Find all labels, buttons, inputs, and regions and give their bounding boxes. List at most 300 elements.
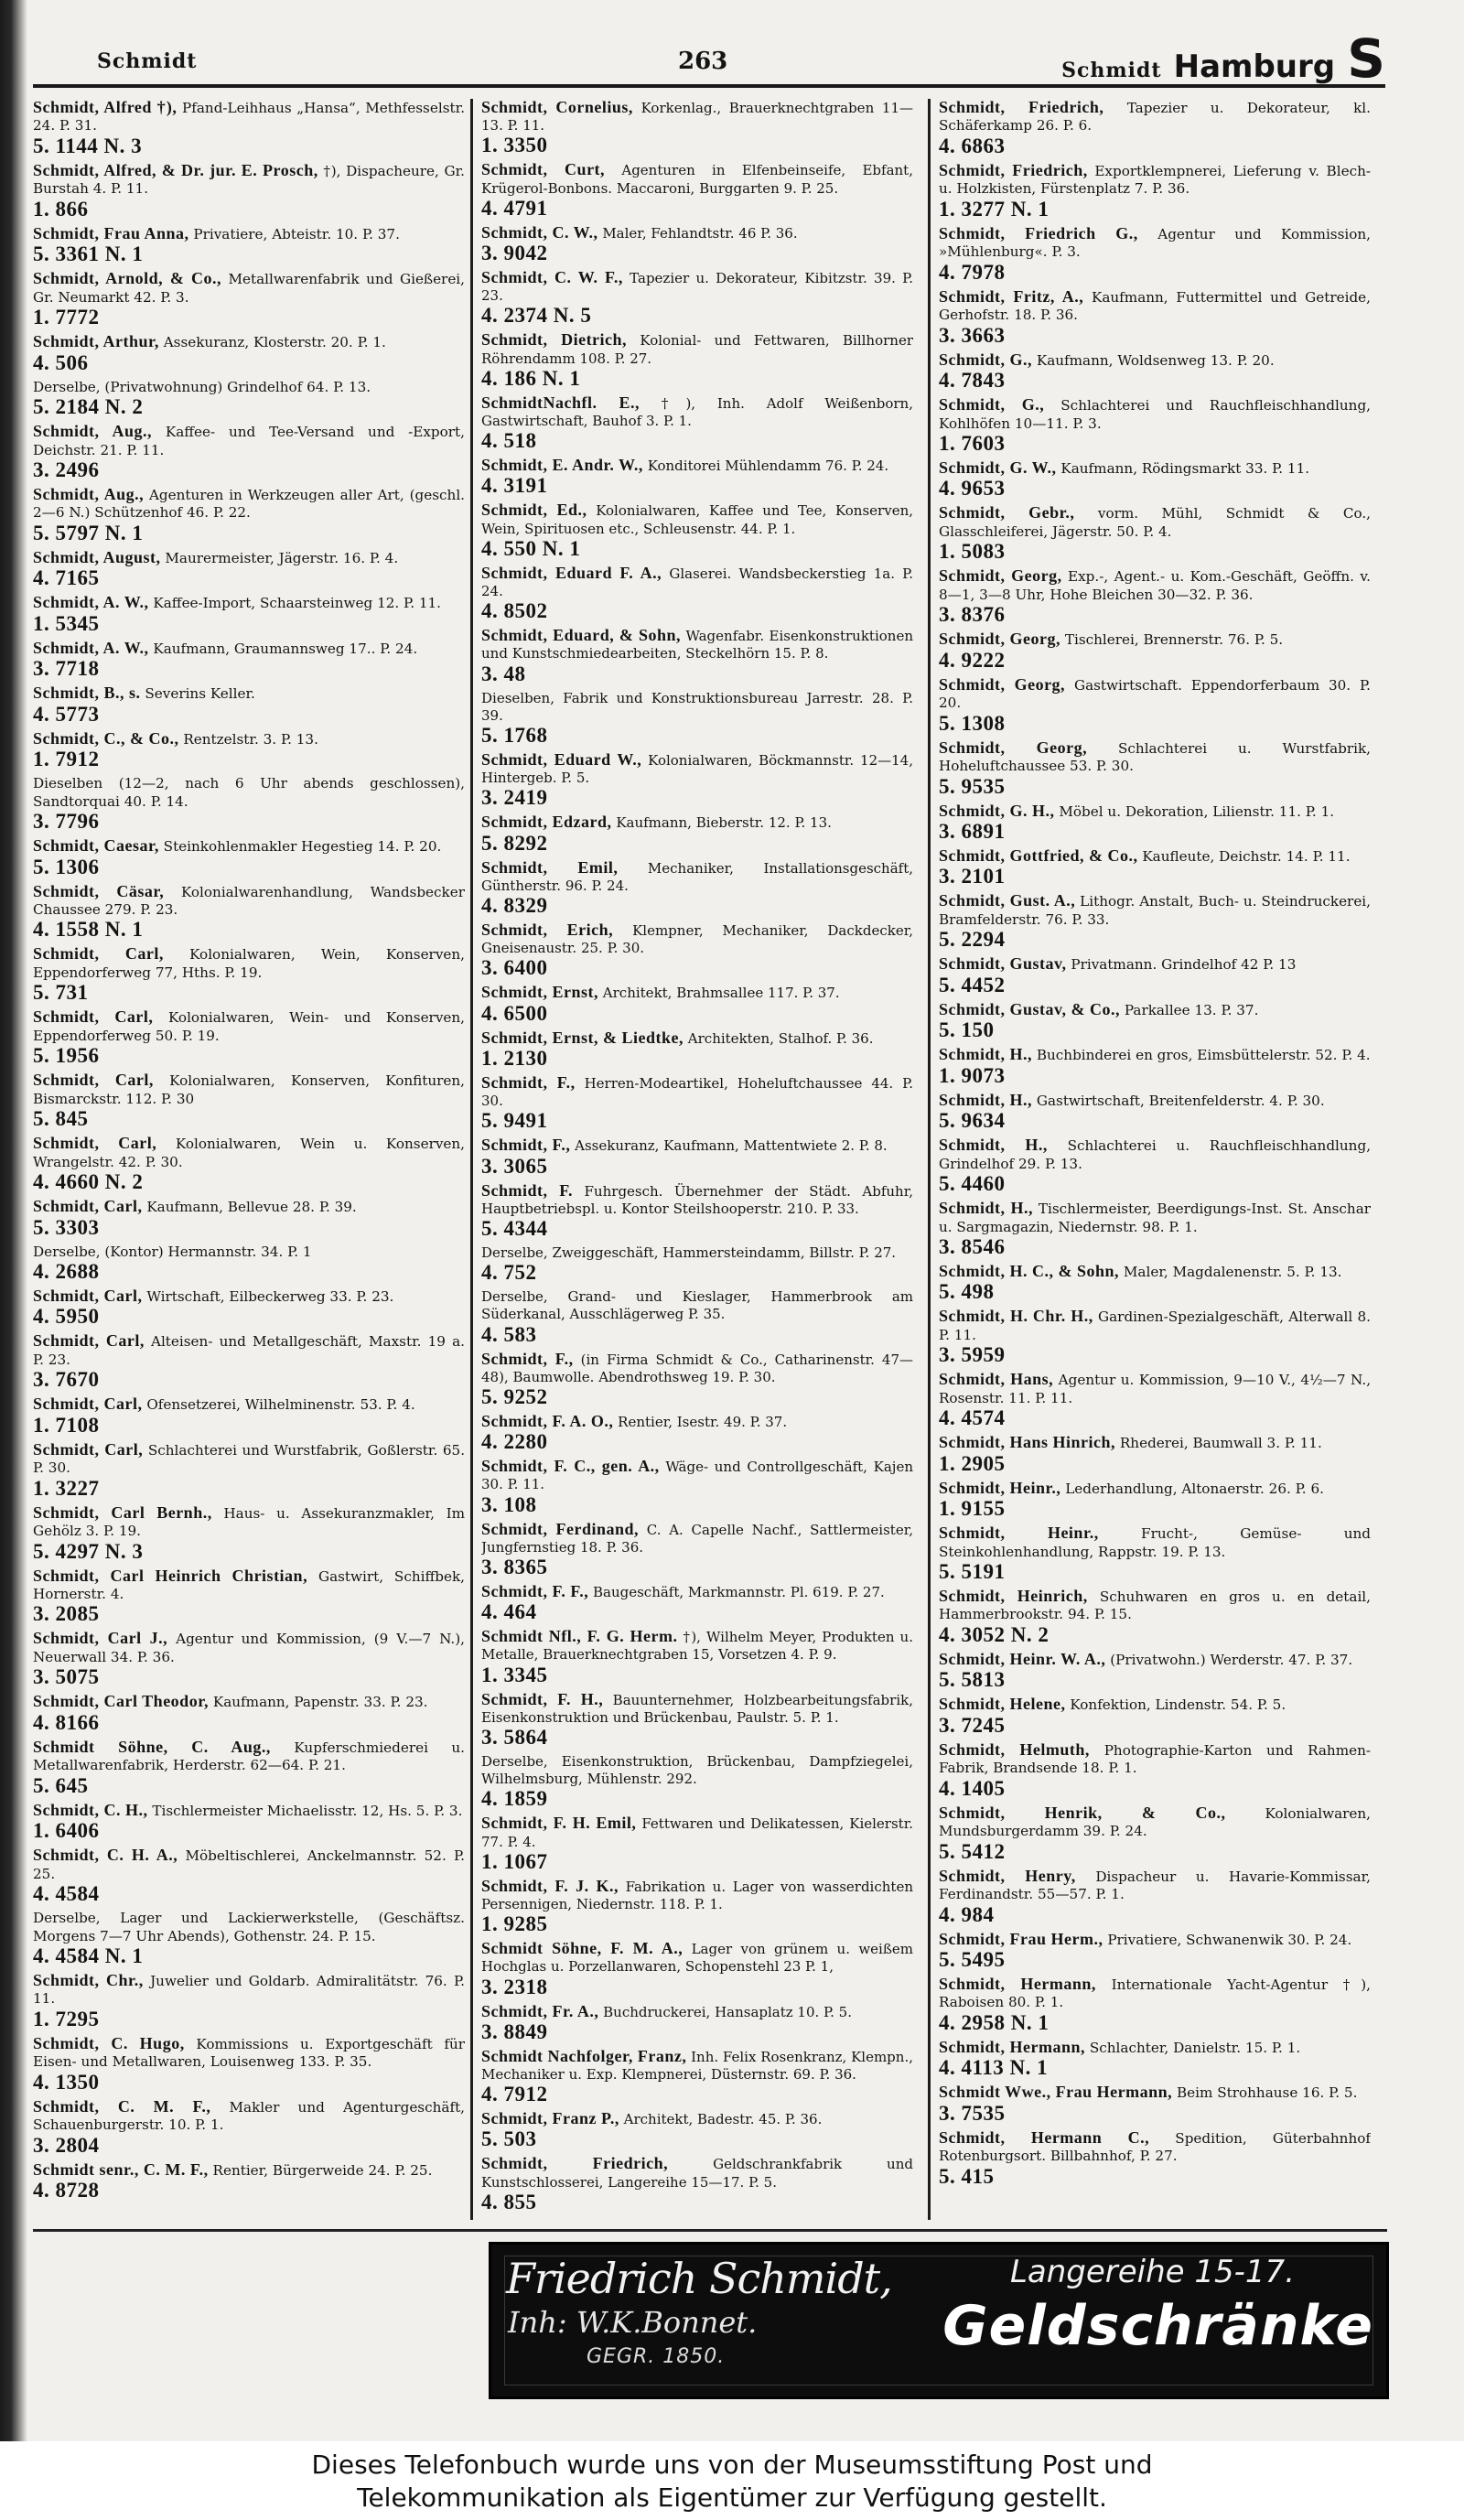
- ad-product: Geldschränke: [942, 2294, 1373, 2358]
- entry-details: Schlachterei u. Rauchfleischhandlung, Grindelhof 29. P. 13.: [939, 1137, 1371, 1172]
- entry-phone-number: 1. 9285: [481, 1912, 548, 1936]
- entry-name: Schmidt, Frau Anna,: [33, 223, 189, 242]
- entry-name: Schmidt, Carl Theodor,: [33, 1692, 210, 1711]
- footer-line-1: Dieses Telefonbuch wurde uns von der Museumsstiftung Post und: [311, 2450, 1153, 2480]
- listing-entry: [481, 565, 913, 622]
- entry-details: Gastwirtschaft, Breitenfelderstr. 4. P. 30.: [1036, 1092, 1325, 1109]
- entry-phone-number: 3. 6891: [939, 819, 1006, 843]
- entry-details: Schlachter, Danielstr. 15. P. 1.: [1089, 2039, 1301, 2056]
- entry-name: Schmidt, Carl,: [33, 1197, 143, 1216]
- entry-name: Schmidt, F. J. K.,: [481, 1876, 619, 1895]
- listing-entry: [33, 162, 465, 221]
- entry-details: Wirtschaft, Eilbeckerweg 33. P. 23.: [146, 1287, 394, 1305]
- entry-name: Schmidt, Eduard, & Sohn,: [481, 626, 682, 645]
- entry-details: Fuhrgesch. Übernehmer der Städt. Abfuhr, Hauptbetriebspl. u. Kontor Steilshooperstr. 210. P. 33.: [481, 1182, 913, 1217]
- listing-entry: [939, 1136, 1371, 1195]
- listing-entry: [939, 504, 1371, 563]
- entry-details: (in Firma Schmidt & Co., Catharinenstr. 47—48), Baumwolle. Abendrothsweg 19. P. 30.: [481, 1351, 913, 1385]
- entry-details: Buchdruckerei, Hansaplatz 10. P. 5.: [603, 2003, 852, 2020]
- entry-name: Schmidt, Frau Herm.,: [939, 1929, 1103, 1948]
- listing-entry: [481, 627, 913, 684]
- entry-details: Derselbe, Eisenkonstruktion, Brückenbau, Dampfziegelei, Wilhelmsburg, Mühlenstr. 292.: [481, 1752, 913, 1788]
- entry-details: Agentur und Kommission, »Mühlenburg«. P. 3.: [939, 225, 1371, 261]
- entry-details: Privatiere, Schwanenwik 30. P. 24.: [1107, 1931, 1352, 1948]
- entry-phone-number: 4. 2688: [33, 1259, 100, 1283]
- listing-entry: [481, 859, 913, 917]
- listing-entry: [481, 457, 913, 497]
- listing-entry: [33, 1567, 465, 1626]
- entry-name: Schmidt, Hermann,: [939, 1975, 1096, 1994]
- entry-phone-number: 4. 2374 N. 5: [481, 304, 592, 328]
- entry-phone-number: 5. 498: [939, 1280, 995, 1304]
- entry-name: Schmidt, B., s.: [33, 684, 141, 703]
- entry-name: Schmidt, Carl Heinrich Christian,: [33, 1566, 308, 1585]
- entry-phone-number: 3. 2804: [33, 2133, 100, 2157]
- entry-phone-number: 5. 1308: [939, 711, 1006, 735]
- listing-entry: [939, 1308, 1371, 1366]
- listing-entry: [939, 1696, 1371, 1736]
- listing-entry: [33, 1802, 465, 1842]
- listing-entry: [481, 921, 913, 979]
- entry-name: Schmidt Wwe., Frau Hermann,: [939, 2083, 1173, 2102]
- entry-details: Kaufmann, Bellevue 28. P. 39.: [146, 1199, 357, 1216]
- entry-phone-number: 4. 464: [481, 1600, 537, 1624]
- entry-details: Schuhwaren en gros u. en detail, Hammerbrookstr. 94. P. 15.: [939, 1588, 1371, 1623]
- entry-phone-number: 4. 8728: [33, 2179, 100, 2202]
- entry-name: Schmidt, H. Chr. H.,: [939, 1307, 1093, 1326]
- entry-details: Lager von grünem u. weißem Hochglas u. Porzellanwaren, Schopenstehl 23 P. 1,: [481, 1941, 913, 1976]
- listing-entry: [939, 630, 1371, 671]
- entry-name: Schmidt, Carl,: [33, 944, 164, 964]
- entry-name: Schmidt, Caesar,: [33, 836, 159, 856]
- entry-name: Schmidt, C., & Co.,: [33, 728, 179, 748]
- entry-details: Haus- u. Assekuranzmakler, Im Gehölz 3. P. 19.: [33, 1504, 465, 1540]
- listing-entry: [33, 2098, 465, 2157]
- entry-phone-number: 1. 5083: [939, 540, 1006, 564]
- entry-name: Schmidt, August,: [33, 547, 161, 566]
- entry-details: †), Inh. Adolf Weißenborn, Gastwirtschaft, Bauhof 3. P. 1.: [481, 394, 913, 430]
- listing-entry: [481, 2110, 913, 2150]
- entry-phone-number: 4. 855: [481, 2190, 537, 2213]
- entry-phone-number: 4. 3052 N. 2: [939, 1622, 1050, 1646]
- entry-details: vorm. Mühl, Schmidt & Co., Glasschleiferei, Jägerstr. 50. P. 4.: [939, 505, 1371, 540]
- listing-entry: [481, 1288, 913, 1345]
- entry-phone-number: 3. 2318: [481, 1975, 548, 1998]
- entry-name: Schmidt, Ed.,: [481, 501, 587, 520]
- entry-phone-number: 4. 7165: [33, 566, 100, 590]
- listing-columns: [33, 99, 1389, 2220]
- entry-name: Schmidt, H.,: [939, 1045, 1033, 1064]
- entry-details: Lederhandlung, Altonaerstr. 26. P. 6.: [1065, 1480, 1324, 1497]
- entry-name: Schmidt Nachfolger, Franz,: [481, 2046, 687, 2065]
- listing-entry: [33, 270, 465, 328]
- entry-name: Schmidt, Fr. A.,: [481, 2001, 599, 2020]
- listing-entry: [939, 351, 1371, 392]
- entry-name: Schmidt, Friedrich,: [939, 99, 1104, 116]
- entry-details: Maler, Magdalenenstr. 5. P. 13.: [1123, 1263, 1342, 1280]
- entry-name: Schmidt, Cäsar,: [33, 881, 165, 900]
- entry-details: Kolonialwaren, Konserven, Konfituren, Bismarckstr. 112. P. 30: [33, 1072, 465, 1107]
- listing-entry: [939, 1092, 1371, 1132]
- entry-phone-number: 5. 9535: [939, 774, 1006, 798]
- listing-entry: [481, 331, 913, 389]
- entry-name: Schmidt, Helene,: [939, 1695, 1066, 1714]
- entry-phone-number: 4. 9222: [939, 648, 1006, 672]
- listing-entry: [33, 1847, 465, 1905]
- entry-phone-number: 5. 150: [939, 1018, 995, 1042]
- ad-founded: GEGR. 1850.: [587, 2345, 726, 2368]
- entry-phone-number: 1. 3345: [481, 1663, 548, 1686]
- entry-details: Wagenfabr. Eisenkonstruktionen und Kunstschmiedearbeiten, Steckelhörn 15. P. 8.: [481, 628, 913, 662]
- entry-name: Schmidt, Carl,: [33, 1286, 143, 1305]
- entry-details: Kaufmann, Rödingsmarkt 33. P. 11.: [1060, 459, 1310, 477]
- listing-entry: [481, 269, 913, 327]
- entry-name: Schmidt, Ernst, & Liedtke,: [481, 1028, 684, 1047]
- entry-phone-number: 4. 752: [481, 1261, 537, 1285]
- entry-name: Schmidt, Gustav,: [939, 954, 1067, 974]
- entry-phone-number: 5. 3303: [33, 1215, 100, 1239]
- entry-details: Herren-Modeartikel, Hoheluftchaussee 44. P. 30.: [481, 1074, 913, 1110]
- scan-binding-edge: [0, 0, 27, 2441]
- entry-details: Severins Keller.: [145, 685, 255, 703]
- entry-details: Metallwarenfabrik und Gießerei, Gr. Neumarkt 42. P. 3.: [33, 271, 465, 306]
- entry-name: Schmidt, Hans,: [939, 1370, 1054, 1389]
- entry-details: Ofensetzerei, Wilhelminenstr. 53. P. 4.: [146, 1396, 415, 1414]
- entry-phone-number: 1. 7108: [33, 1413, 100, 1437]
- listing-entry: [33, 1630, 465, 1688]
- entry-details: Kaufmann, Woldsenweg 13. P. 20.: [1036, 351, 1275, 369]
- header-city: Hamburg: [1173, 48, 1336, 85]
- listing-entry: [939, 739, 1371, 798]
- entry-phone-number: 4. 8329: [481, 894, 548, 918]
- entry-name: Schmidt, A. W.,: [33, 638, 149, 657]
- entry-phone-number: 5. 645: [33, 1773, 89, 1797]
- entry-details: Derselbe, (Kontor) Hermannstr. 34. P. 1: [33, 1243, 312, 1260]
- listing-entry: [939, 1371, 1371, 1429]
- listing-entry: [33, 1244, 465, 1283]
- listing-entry: [481, 1878, 913, 1935]
- entry-phone-number: 4. 2958 N. 1: [939, 2010, 1050, 2034]
- entry-phone-number: 3. 3663: [939, 323, 1006, 347]
- entry-phone-number: 5. 5813: [939, 1668, 1006, 1692]
- entry-phone-number: 5. 2294: [939, 928, 1006, 952]
- listing-entry: [481, 1182, 913, 1240]
- entry-phone-number: 4. 984: [939, 1902, 995, 1926]
- listing-entry: [33, 1693, 465, 1733]
- listing-entry: [33, 775, 465, 833]
- entry-name: Schmidt, Hans Hinrich,: [939, 1433, 1116, 1452]
- entry-name: Schmidt, Franz P.,: [481, 2109, 619, 2128]
- entry-details: Lithogr. Anstalt, Buch- u. Steindruckerei, Bramfelderstr. 76. P. 33.: [939, 893, 1371, 928]
- listing-entry: [939, 1588, 1371, 1646]
- entry-phone-number: 5. 3361 N. 1: [33, 242, 144, 266]
- entry-name: Schmidt, H. C., & Sohn,: [939, 1261, 1120, 1280]
- entry-name: Schmidt, Alfred †),: [33, 99, 178, 116]
- entry-name: Schmidt, C. W. F.,: [481, 268, 623, 287]
- header-right-name: Schmidt: [1061, 59, 1162, 82]
- entry-phone-number: 5. 5412: [939, 1839, 1006, 1863]
- listing-entry: [33, 1072, 465, 1130]
- entry-name: Schmidt, Gust. A.,: [939, 891, 1076, 910]
- listing-entry: [481, 1753, 913, 1810]
- entry-name: Schmidt, Georg,: [939, 566, 1062, 586]
- entry-details: Kaufmann, Futtermittel und Getreide, Gerhofstr. 18. P. 36.: [939, 288, 1371, 324]
- listing-entry: [939, 802, 1371, 843]
- listing-entry: [33, 1441, 465, 1500]
- entry-phone-number: 1. 6406: [33, 1819, 100, 1843]
- entry-details: Rentier, Isestr. 49. P. 37.: [618, 1413, 788, 1430]
- entry-name: Schmidt, H.,: [939, 1136, 1048, 1155]
- entry-details: Möbeltischlerei, Anckelmannstr. 52. P. 25.: [33, 1847, 465, 1882]
- entry-phone-number: 4. 5950: [33, 1305, 100, 1329]
- listing-entry: [939, 396, 1371, 455]
- entry-details: Geldschrankfabrik und Kunstschlosserei, Langereihe 15—17. P. 5.: [481, 2156, 913, 2191]
- entry-name: Schmidt, Gottfried, & Co.,: [939, 845, 1138, 865]
- listing-entry: [939, 1741, 1371, 1800]
- entry-phone-number: 4. 7843: [939, 369, 1006, 393]
- entry-name: Schmidt, F. F.,: [481, 1581, 589, 1600]
- entry-name: Schmidt, C. H.,: [33, 1800, 148, 1819]
- entry-phone-number: 4. 7912: [481, 2083, 548, 2106]
- entry-phone-number: 3. 2085: [33, 1602, 100, 1626]
- entry-phone-number: 5. 1956: [33, 1044, 100, 1068]
- entry-details: Klempner, Mechaniker, Dackdecker, Gneisenaustr. 25. P. 30.: [481, 922, 913, 957]
- entry-details: Gastwirt, Schiffbek, Hornerstr. 4.: [33, 1567, 465, 1603]
- listing-entry: [33, 837, 465, 878]
- entry-details: Kolonialwarenhandlung, Wandsbecker Chaussee 279. P. 23.: [33, 883, 465, 918]
- entry-name: Schmidt, F. A. O.,: [481, 1411, 614, 1430]
- entry-phone-number: 5. 845: [33, 1107, 89, 1131]
- entry-phone-number: 5. 4297 N. 3: [33, 1539, 144, 1563]
- entry-phone-number: 5. 2184 N. 2: [33, 395, 144, 419]
- entry-phone-number: 5. 9634: [939, 1109, 1006, 1133]
- entry-phone-number: 4. 1859: [481, 1787, 548, 1811]
- entry-phone-number: 1. 5345: [33, 611, 100, 635]
- listing-entry: [33, 1287, 465, 1328]
- entry-name: Schmidt, A. W.,: [33, 593, 149, 612]
- entry-details: Exportklempnerei, Lieferung v. Blech- u. Holzkisten, Fürstenplatz 7. P. 36.: [939, 162, 1371, 198]
- entry-details: (Privatwohn.) Werderstr. 47. P. 37.: [1110, 1651, 1353, 1668]
- entry-details: Architekten, Stalhof. P. 36.: [687, 1029, 874, 1047]
- entry-details: Kaufmann, Papenstr. 33. P. 23.: [212, 1694, 428, 1711]
- entry-phone-number: 3. 2496: [33, 458, 100, 481]
- entry-name: Schmidt, H.,: [939, 1199, 1034, 1218]
- listing-column-3: [939, 99, 1371, 2220]
- entry-name: Schmidt Söhne, C. Aug.,: [33, 1737, 271, 1756]
- entry-details: Rhederei, Baumwall 3. P. 11.: [1119, 1435, 1322, 1452]
- entry-phone-number: 3. 5864: [481, 1725, 548, 1749]
- listing-entry: [33, 883, 465, 942]
- entry-name: Schmidt, Gustav, & Co.,: [939, 999, 1121, 1018]
- entry-details: Tapezier u. Dekorateur, kl. Schäferkamp 26. P. 6.: [939, 100, 1371, 135]
- listing-entry: [939, 676, 1371, 735]
- entry-details: Derselbe, (Privatwohnung) Grindelhof 64. P. 13.: [33, 378, 371, 395]
- entry-details: Kolonialwaren, Kaffee und Tee, Konserven, Wein, Spirituosen etc., Schleusenstr. 44. P. 1.: [481, 502, 913, 537]
- entry-details: Wäge- und Controllgeschäft, Kajen 30. P. 11.: [481, 1459, 913, 1493]
- entry-details: Agentur und Kommission, (9 V.—7 N.), Neuerwall 34. P. 36.: [33, 1631, 465, 1665]
- entry-phone-number: 3. 7535: [939, 2101, 1006, 2125]
- entry-phone-number: 4. 7978: [939, 260, 1006, 284]
- listing-entry: [939, 1868, 1371, 1926]
- entry-details: Steinkohlenmakler Hegestieg 14. P. 20.: [163, 838, 442, 856]
- entry-details: C. A. Capelle Nachf., Sattlermeister, Jungfernstieg 18. P. 36.: [481, 1521, 913, 1556]
- entry-name: Schmidt, G.,: [939, 395, 1045, 415]
- listing-entry: [939, 567, 1371, 626]
- entry-name: Schmidt, Alfred, & Dr. jur. E. Prosch,: [33, 160, 318, 179]
- listing-entry: [939, 1804, 1371, 1863]
- listing-entry: [33, 333, 465, 373]
- entry-phone-number: 4. 550 N. 1: [481, 536, 581, 560]
- entry-phone-number: 1. 7912: [33, 748, 100, 771]
- listing-entry: [939, 225, 1371, 284]
- entry-details: †), Dispacheure, Gr. Burstah 4. P. 11.: [33, 162, 465, 198]
- entry-phone-number: 4. 583: [481, 1322, 537, 1346]
- entry-name: Schmidt, Carl,: [33, 1007, 154, 1027]
- entry-name: Schmidt, Carl,: [33, 1439, 144, 1459]
- listing-entry: [33, 684, 465, 725]
- entry-details: Mechaniker, Installationsgeschäft, Güntherstr. 96. P. 24.: [481, 859, 913, 894]
- listing-entry: [481, 1136, 913, 1177]
- entry-details: Tischlermeister, Beerdigungs-Inst. St. Anschar u. Sargmagazin, Niedernstr. 98. P. 1.: [939, 1201, 1371, 1235]
- entry-phone-number: 1. 1067: [481, 1849, 548, 1873]
- entry-details: Schlachterei u. Wurstfabrik, Hoheluftchaussee 53. P. 30.: [939, 739, 1371, 775]
- entry-details: Makler und Agenturgeschäft, Schauenburgerstr. 10. P. 1.: [33, 2098, 465, 2134]
- entry-phone-number: 5. 5797 N. 1: [33, 521, 144, 544]
- entry-details: Baugeschäft, Markmannstr. Pl. 619. P. 27.: [592, 1583, 885, 1600]
- entry-phone-number: 1. 866: [33, 197, 89, 221]
- entry-details: Kaufleute, Deichstr. 14. P. 11.: [1142, 847, 1351, 865]
- entry-details: Pfand-Leihhaus „Hansa“, Methfesselstr. 24. P. 31.: [33, 100, 465, 135]
- entry-name: Schmidt Söhne, F. M. A.,: [481, 1939, 684, 1958]
- entry-phone-number: 4. 4574: [939, 1406, 1006, 1430]
- entry-details: Kaufmann, Bieberstr. 12. P. 13.: [616, 814, 832, 832]
- listing-entry: [33, 1504, 465, 1563]
- entry-phone-number: 5. 1144 N. 3: [33, 134, 143, 157]
- entry-name: Schmidt, F.: [481, 1180, 574, 1200]
- listing-entry: [33, 423, 465, 481]
- entry-name: Schmidt, Georg,: [939, 630, 1060, 649]
- listing-column-2: [481, 99, 913, 2220]
- entry-phone-number: 3. 2419: [481, 786, 548, 810]
- entry-name: Schmidt, C. W.,: [481, 222, 598, 242]
- entry-phone-number: 3. 108: [481, 1492, 537, 1516]
- listing-entry: [939, 1651, 1371, 1691]
- listing-entry: [33, 945, 465, 1004]
- entry-details: Fabrikation u. Lager von wasserdichten Persennigen, Niedernstr. 118. P. 1.: [481, 1878, 913, 1912]
- entry-phone-number: 5. 1306: [33, 855, 100, 878]
- listing-entry: [481, 1628, 913, 1685]
- listing-entry: [33, 1008, 465, 1067]
- listing-entry: [33, 1395, 465, 1436]
- entry-details: Alteisen- und Metallgeschäft, Maxstr. 19 a. P. 23.: [33, 1333, 465, 1368]
- entry-details: Kaufmann, Graumannsweg 17.. P. 24.: [153, 640, 418, 657]
- entry-phone-number: 3. 6400: [481, 956, 548, 980]
- entry-details: Bauunternehmer, Holzbearbeitungsfabrik, Eisenkonstruktion und Brückenbau, Paulstr. 5. P. 1.: [481, 1691, 913, 1726]
- ad-address: Langereihe 15-17.: [1009, 2254, 1295, 2290]
- entry-details: Gastwirtschaft. Eppendorferbaum 30. P. 20.: [939, 676, 1371, 712]
- entry-details: Dieselben (12—2, nach 6 Uhr abends geschlossen), Sandtorquai 40. P. 14.: [33, 775, 465, 810]
- entry-details: Schlachterei und Rauchfleischhandlung, Kohlhöfen 10—11. P. 3.: [939, 397, 1371, 432]
- entry-phone-number: 4. 4113 N. 1: [939, 2056, 1049, 2080]
- listing-entry: [939, 955, 1371, 996]
- entry-name: Schmidt, Georg,: [939, 738, 1088, 757]
- page-header: [33, 27, 1385, 90]
- entry-phone-number: 3. 8849: [481, 2019, 548, 2043]
- listing-entry: [939, 2039, 1371, 2079]
- entry-phone-number: 4. 2280: [481, 1430, 548, 1454]
- listing-entry: [939, 1976, 1371, 2034]
- entry-details: Glaserei. Wandsbeckerstieg 1a. P. 24.: [481, 565, 913, 600]
- entry-details: Juwelier und Goldarb. Admiralitätstr. 76. P. 11.: [33, 1973, 465, 2008]
- entry-name: Schmidt, F. C., gen. A.,: [481, 1457, 660, 1476]
- entry-name: Schmidt, Eduard W.,: [481, 750, 642, 770]
- entry-phone-number: 4. 4584: [33, 1882, 100, 1906]
- entry-name: Schmidt, Ernst,: [481, 983, 599, 1002]
- listing-entry: [481, 1583, 913, 1623]
- entry-phone-number: 3. 2101: [939, 865, 1006, 888]
- listing-entry: [33, 640, 465, 680]
- listing-entry: [481, 690, 913, 747]
- entry-name: Schmidt, F.,: [481, 1349, 574, 1368]
- entry-details: Kaffee-Import, Schaarsteinweg 12. P. 11.: [153, 595, 442, 612]
- entry-details: Architekt, Badestr. 45. P. 36.: [623, 2111, 823, 2128]
- entry-phone-number: 4. 9653: [939, 477, 1006, 501]
- entry-phone-number: 4. 1350: [33, 2070, 100, 2094]
- listing-entry: [481, 161, 913, 219]
- entry-details: Schlachterei und Wurstfabrik, Goßlerstr. 65. P. 30.: [33, 1441, 465, 1477]
- entry-phone-number: 3. 8376: [939, 603, 1006, 627]
- entry-phone-number: 5. 8292: [481, 831, 548, 855]
- entry-details: Exp.-, Agent.- u. Kom.-Geschäft, Geöffn. v. 8—1, 3—8 Uhr, Hohe Bleichen 30—32. P. 36.: [939, 568, 1371, 603]
- listing-entry: [481, 501, 913, 559]
- listing-entry: [939, 2084, 1371, 2124]
- listing-entry: [939, 1931, 1371, 1971]
- entry-details: Beim Strohhause 16. P. 5.: [1177, 2084, 1358, 2102]
- listing-entry: [33, 549, 465, 589]
- listing-entry: [939, 1046, 1371, 1086]
- listing-entry: [481, 1521, 913, 1578]
- entry-details: Assekuranz, Kaufmann, Mattentwiete 2. P. 8.: [575, 1137, 888, 1155]
- page-number: 263: [678, 48, 728, 75]
- entry-name: Schmidt, Aug.,: [33, 484, 145, 503]
- ad-firm-name: Friedrich Schmidt,: [506, 2254, 892, 2303]
- entry-phone-number: 1. 2130: [481, 1046, 548, 1070]
- entry-phone-number: 5. 4460: [939, 1172, 1006, 1196]
- entry-name: Schmidt, F.,: [481, 1136, 571, 1155]
- entry-name: Schmidt, H.,: [939, 1090, 1033, 1109]
- entry-details: Tapezier u. Dekorateur, Kibitzstr. 39. P. 23.: [481, 270, 913, 305]
- entry-name: Schmidt, Arnold, & Co.,: [33, 269, 221, 288]
- archive-footer: [0, 2441, 1464, 2520]
- entry-details: Buchbinderei en gros, Eimsbüttelerstr. 52. P. 4.: [1036, 1047, 1371, 1064]
- entry-details: Dispacheur u. Havarie-Kommissar, Ferdinandstr. 55—57. P. 1.: [939, 1868, 1371, 1903]
- entry-phone-number: 1. 7603: [939, 431, 1006, 455]
- entry-phone-number: 1. 7295: [33, 2007, 100, 2030]
- entry-details: Derselbe, Zweiggeschäft, Hammersteindamm, Billstr. P. 27.: [481, 1244, 897, 1261]
- entry-name: Schmidt, Curt,: [481, 160, 606, 179]
- entry-details: Architekt, Brahmsallee 117. P. 37.: [602, 985, 840, 1002]
- entry-details: Privatmann. Grindelhof 42 P. 13: [1071, 956, 1297, 974]
- listing-entry: [939, 162, 1371, 221]
- entry-details: Privatiere, Abteistr. 10. P. 37.: [193, 225, 400, 242]
- entry-phone-number: 5. 9252: [481, 1384, 548, 1408]
- listing-entry: [939, 99, 1371, 157]
- entry-phone-number: 4. 8166: [33, 1710, 100, 1734]
- listing-entry: [939, 1263, 1371, 1303]
- entry-details: Assekuranz, Klosterstr. 20. P. 1.: [163, 334, 386, 351]
- entry-details: Agenturen in Elfenbeinseife, Ebfant, Krügerol-Bonbons. Maccaroni, Burggarten 9. P. 25.: [481, 162, 913, 197]
- column-divider: [470, 99, 473, 2220]
